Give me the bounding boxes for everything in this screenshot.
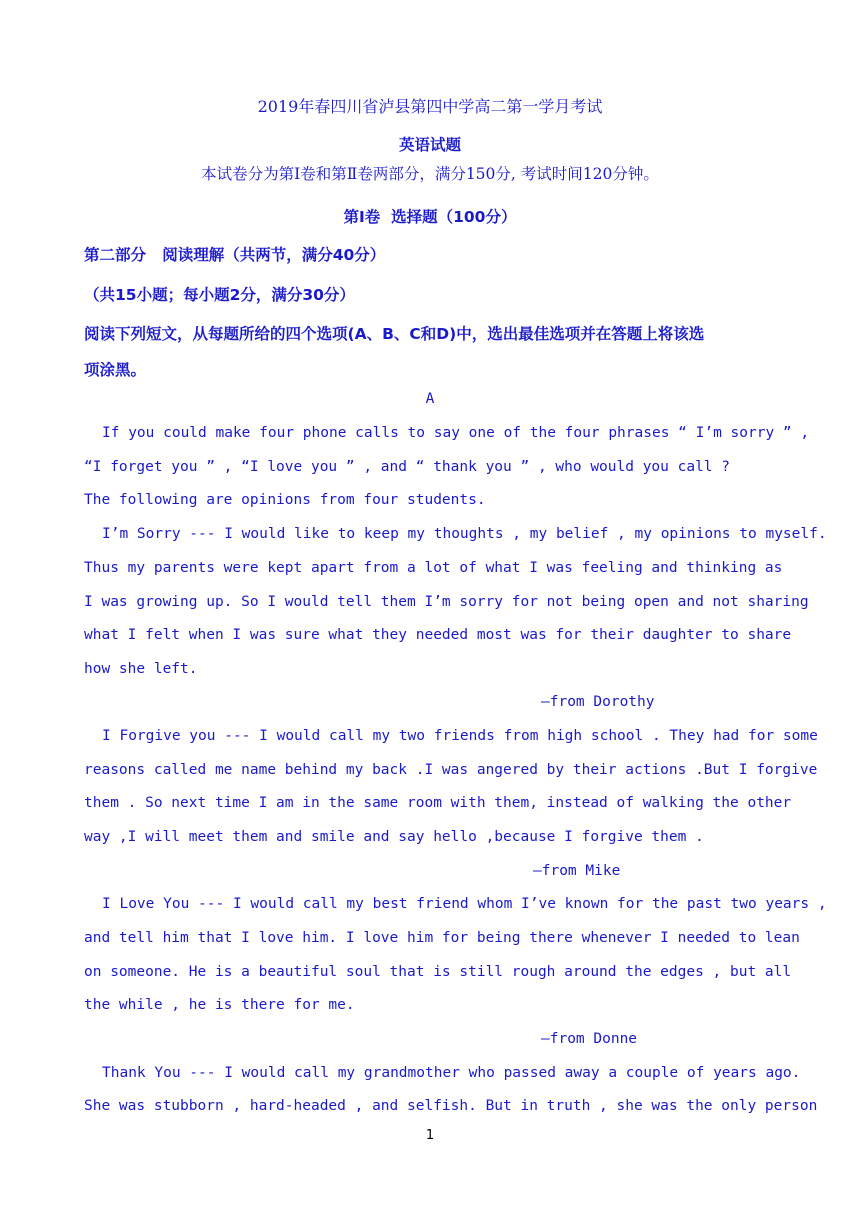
passage-line: reasons called me name behind my back .I was angered by their actions .But I forgive [84,762,818,778]
page-number: 1 [425,1128,435,1143]
passage-line: I’m Sorry --- I would like to keep my thoughts , my belief , my opinions to myself. [102,526,827,542]
passage-line: and tell him that I love him. I love him for being there whenever I needed to lean [84,930,800,946]
passage-line: I was growing up. So I would tell them I’m sorry for not being open and not sharing [84,594,809,610]
passage-line: She was stubborn , hard-headed , and selfish. But in truth , she was the only person [84,1098,818,1114]
exam-title: 2019年春四川省泸县第四中学高二第一学月考试 [257,97,603,116]
passage-line: on someone. He is a beautiful soul that is still rough around the edges , but all [84,964,792,980]
attribution: —from Dorothy [541,694,655,710]
passage-line: what I felt when I was sure what they needed most was for their daughter to share [84,627,792,643]
passage-label: A [425,391,435,407]
passage-line: way ,I will meet them and smile and say hello ,because I forgive them . [84,829,704,845]
scoring-note: （共15小题；每小题2分，满分30分） [84,286,355,304]
directions-line-1: 阅读下列短文，从每题所给的四个选项(A、B、C和D)中，选出最佳选项并在答题上将该选 [84,325,705,343]
volume-heading: 第Ⅰ卷 选择题（100分） [343,208,517,226]
directions-line-2: 项涂黑。 [84,361,147,379]
attribution: —from Donne [541,1031,638,1047]
part-heading: 第二部分 阅读理解（共两节，满分40分） [84,246,386,264]
passage-line: The following are opinions from four students. [84,492,486,508]
attribution: —from Mike [533,863,621,879]
passage-line: how she left. [84,661,198,677]
exam-subject: 英语试题 [398,136,461,154]
passage-line: Thank You --- I would call my grandmother who passed away a couple of years ago. [102,1065,801,1081]
passage-line: I Love You --- I would call my best friend whom I’ve known for the past two years , [102,896,827,912]
passage-line: I Forgive you --- I would call my two friends from high school . They had for some [102,728,818,744]
passage-line: them . So next time I am in the same room with them, instead of walking the other [84,795,792,811]
exam-instructions: 本试卷分为第Ⅰ卷和第Ⅱ卷两部分，满分150分, 考试时间120分钟。 [201,165,659,183]
passage-line: If you could make four phone calls to say one of the four phrases “ I’m sorry ” , [102,425,810,441]
passage-line: the while , he is there for me. [84,997,355,1013]
passage-line: Thus my parents were kept apart from a lot of what I was feeling and thinking as [84,560,783,576]
passage-line: “I forget you ” , “I love you ” , and “ thank you ” , who would you call ? [84,459,731,475]
